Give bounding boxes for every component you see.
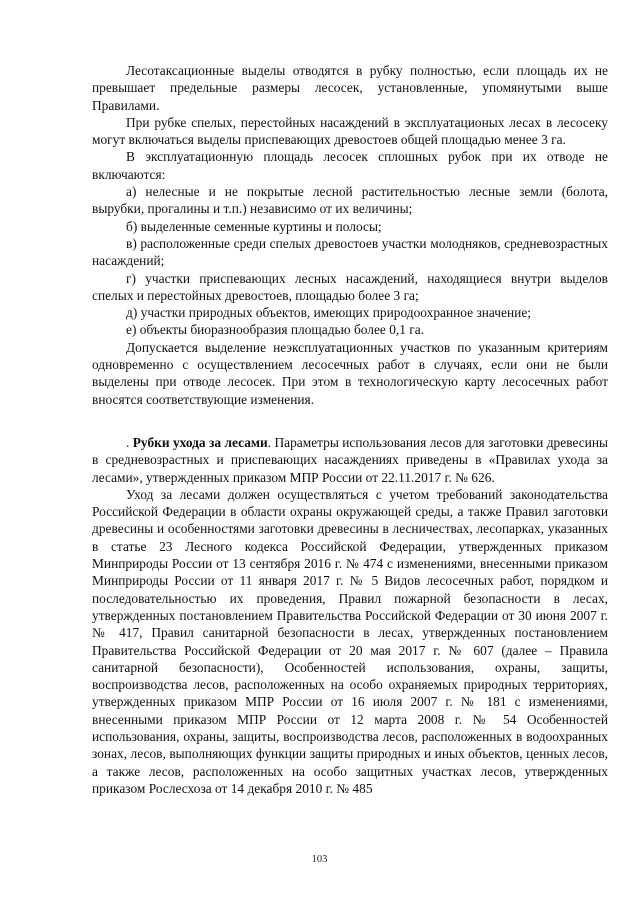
list-item-g: г) участки приспевающих лесных насаждений, находящиеся внутри выделов спелых и перестойных древостоев, площадью более 3 га; xyxy=(92,270,608,303)
list-item-v: в) расположенные среди спелых древостоев участки молодняков, средневозрастных насаждений; xyxy=(92,235,608,269)
list-item-a: а) нелесные и не покрытые лесной растительностью лесные земли (болота, вырубки, прогалины и т.п.) независимо от их величины; xyxy=(92,184,608,217)
page-number: 103 xyxy=(311,854,328,865)
paragraph-mature-stands: При рубке спелых, перестойных насаждений в эксплуатационых лесах в лесосеку могут включаться выделы приспевающих древостоев общей площадью менее 3 га. xyxy=(92,114,608,148)
paragraph-exclusions-intro: В эксплуатационную площадь лесосек сплошных рубок при их отводе не включаются: xyxy=(92,149,608,182)
section-prefix: . xyxy=(126,434,133,450)
paragraph-allotments: Лесотаксационные выделы отводятся в рубку полностью, если площадь их не превышает предельные размеры лесосек, установленные, упомянутыми выше Правилами. xyxy=(92,63,608,113)
paragraph-legislation: Уход за лесами должен осуществляться с учетом требований законодательства Российской Федерации в области охраны окружающей среды, а также Правил заготовки древесины и особенностями заготовки древесины в лесничествах, лесопарках, указанных в статье 23 Лесного кодекса Российской Федерации, утвержденных приказом Минприроды России от 13 сентября 2016 г. № 474 с изменениями, внесенными приказом Минприроды России от 11 января 2017 г. № 5 Видов лесосечных работ, порядком и последовательностью их проведения, Правил пожарной безопасности в лесах, утвержденных постановлением Правительства Российской Федерации от 30 июня 2007 г. № 417, Правил санитарной безопасности в лесах, утвержденных постановлением Правительства Российской Федерации от 20 мая 2017 г. № 607 (далее – Правила санитарной безопасности), Особенностей использования, охраны, защиты, воспроизводства лесов, расположенных на особо охраняемых природных территориях, утвержденных приказом МПР России от 16 июля 2007 г. № 181 с изменениями, внесенными приказом МПР России от 12 марта 2008 г. № 54 Особенностей использования, охраны, защиты, воспроизводства лесов, расположенных в водоохранных зонах, лесов, выполняющих функции защиты природных и иных объектов, ценных лесов, а также лесов, расположенных на особо защитных участках лесов, утвержденных приказом Рослесхоза от 14 декабря 2010 г. № 485 xyxy=(92,486,608,796)
section-heading: Рубки ухода за лесами xyxy=(132,434,268,450)
section-text: . Параметры использования лесов для заготовки древесины в средневозрастных и приспевающих насаждениях приведены в «Правилах ухода за лесами», утвержденных приказом МПР России от 22.11.2017 г. № 626. xyxy=(92,434,608,485)
list-item-e: е) объекты биоразнообразия площадью более 0,1 га. xyxy=(126,322,425,338)
list-item-b: б) выделенные семенные куртины и полосы; xyxy=(126,218,382,234)
paragraph-non-operational: Допускается выделение неэксплуатационных участков по указанным критериям одновременно с осуществлением лесосечных работ в случаях, если они не были выделены при отводе лесосек. При этом в технологическую карту лесосечных работ вносятся соответствующие изменения. xyxy=(92,339,608,407)
section-paragraph-forest-care xyxy=(92,434,608,486)
list-item-d: д) участки природных объектов, имеющих природоохранное значение; xyxy=(126,305,531,321)
document-page xyxy=(92,62,608,797)
section-gap xyxy=(92,408,608,434)
